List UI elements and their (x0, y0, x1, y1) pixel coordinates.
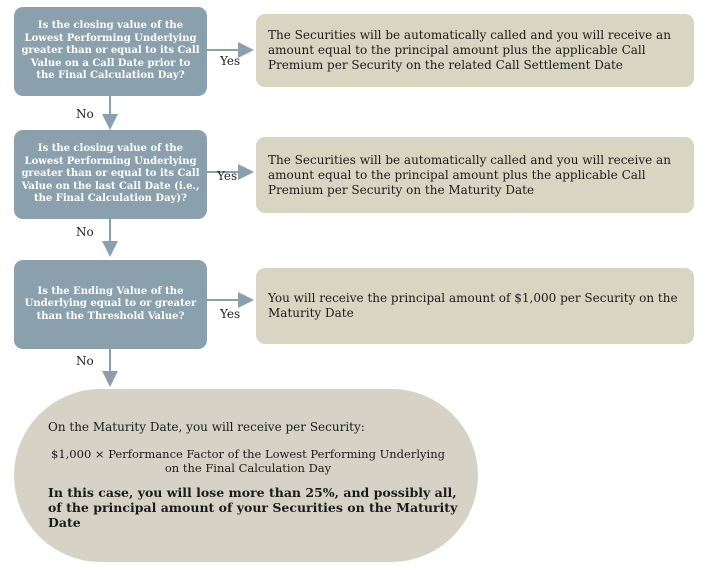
yes-label-3: Yes (220, 307, 241, 321)
question-box-2 (14, 130, 207, 219)
result-box-2 (256, 137, 694, 213)
no-label-1: No (76, 107, 94, 121)
no-label-2: No (76, 225, 94, 239)
question-box-1 (14, 7, 207, 96)
final-outcome-box (14, 389, 478, 562)
yes-label-1: Yes (220, 54, 241, 68)
result-text-3: You will receive the principal amount of $1,000 per Security on the Maturity Date (268, 291, 678, 320)
result-text-2: The Securities will be automatically called and you will receive an amount equal to the principal amount plus the applicable Call Premium per Security on the Maturity Date (268, 152, 671, 197)
result-box-1 (256, 14, 694, 87)
result-text-1: The Securities will be automatically called and you will receive an amount equal to the principal amount plus the applicable Call Premium per Security on the related Call Settlement Date (268, 28, 671, 72)
question-text-2: Is the closing value of the Lowest Performing Underlying greater than or equal to its Call Value on the last Call Date (i.e., the Final Calculation Day)? (21, 143, 200, 205)
final-warning: In this case, you will lose more than 25%, and possibly all, of the principal amount of your Securities on the Maturity Date (48, 485, 458, 530)
question-text-1: Is the closing value of the Lowest Performing Underlying greater than or equal to its Call Value on a Call Date prior to the Final Calculation Day? (21, 20, 200, 82)
result-box-3 (256, 268, 694, 344)
final-line-1: On the Maturity Date, you will receive per Security: (48, 420, 365, 434)
yes-label-2: Yes (217, 169, 238, 183)
question-text-3: Is the Ending Value of the Underlying equal to or greater than the Threshold Value? (24, 285, 197, 322)
no-label-3: No (76, 354, 94, 368)
question-box-3 (14, 260, 207, 349)
final-formula: $1,000 × Performance Factor of the Lowest Performing Underlying on the Final Calculation Day (51, 447, 445, 475)
